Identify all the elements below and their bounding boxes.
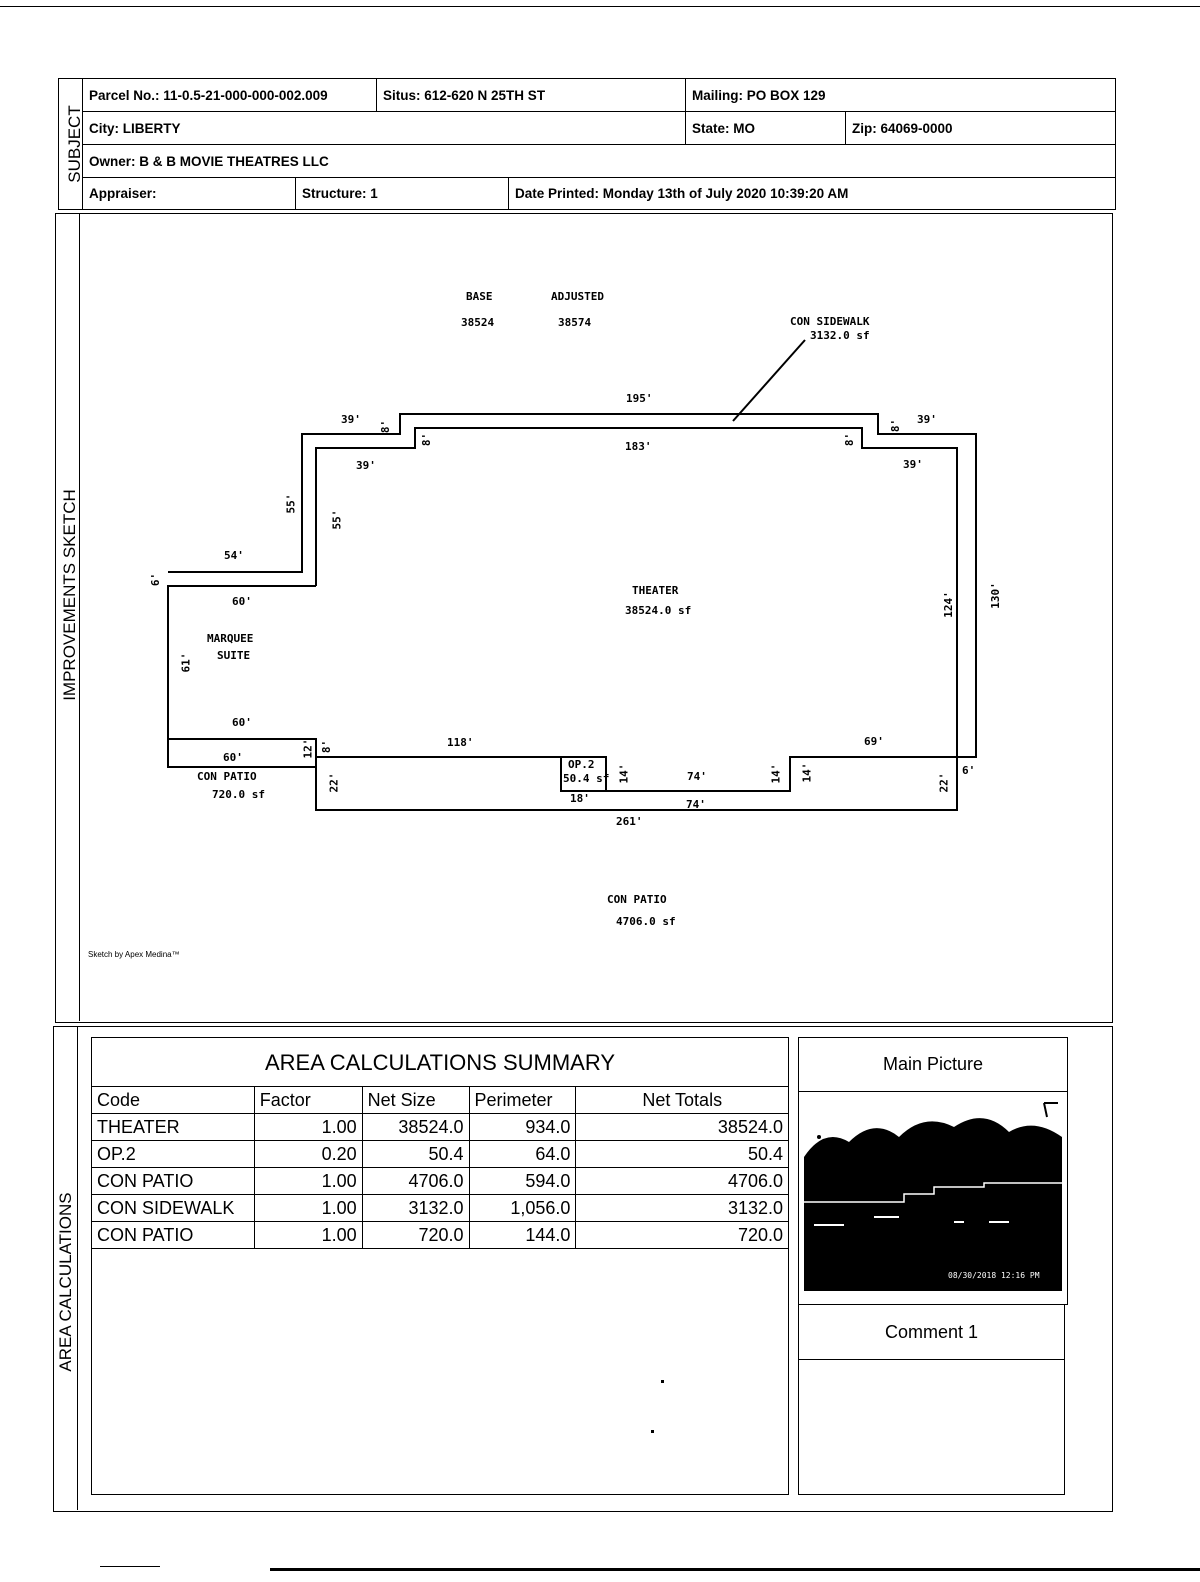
dim-54: 54' — [224, 549, 244, 562]
dim-39-inner-right: 39' — [903, 458, 923, 471]
dim-118: 118' — [447, 736, 474, 749]
dim-12: 12' — [301, 738, 315, 759]
sidewalk-name: CON SIDEWALK — [790, 315, 870, 328]
dim-8-d: 8' — [889, 418, 903, 433]
dim-69: 69' — [864, 735, 884, 748]
base-label: BASE — [466, 290, 493, 303]
cell-net-size: 720.0 — [362, 1222, 469, 1249]
scan-speck — [651, 1430, 654, 1433]
dim-124: 124' — [941, 591, 955, 618]
col-perimeter: Perimeter — [469, 1087, 576, 1114]
area-calc-table — [91, 1086, 789, 1249]
comment-header — [798, 1304, 1065, 1360]
dim-8-b: 8' — [420, 432, 434, 447]
situs-address: Situs: 612-620 N 25TH ST — [376, 78, 686, 112]
area-label: AREA CALCULATIONS — [56, 1192, 75, 1372]
date-printed: Date Printed: Monday 13th of July 2020 10:39:20 AM — [508, 177, 1116, 210]
dim-18: 18' — [570, 792, 590, 805]
comment-box[interactable] — [798, 1359, 1065, 1495]
cell-net-total: 720.0 — [576, 1222, 789, 1249]
cell-code: OP.2 — [92, 1141, 255, 1168]
dim-14-c: 14' — [800, 762, 814, 783]
cell-perimeter: 934.0 — [469, 1114, 576, 1141]
table-header-row — [92, 1087, 789, 1114]
base-value: 38524 — [461, 316, 495, 329]
appraiser: Appraiser: — [82, 177, 296, 210]
theater-outline — [168, 428, 957, 791]
cell-net-total: 3132.0 — [576, 1195, 789, 1222]
dim-195: 195' — [626, 392, 653, 405]
area-summary-title: AREA CALCULATIONS SUMMARY — [264, 1050, 616, 1075]
cell-code: THEATER — [92, 1114, 255, 1141]
cell-code: CON PATIO — [92, 1222, 255, 1249]
adjusted-value: 38574 — [558, 316, 592, 329]
theater-name: THEATER — [632, 584, 679, 597]
dim-261: 261' — [616, 815, 643, 828]
dim-130: 130' — [988, 582, 1002, 609]
dim-22-right: 22' — [937, 772, 951, 793]
dim-8-e: 8' — [320, 739, 334, 754]
owner: Owner: B & B MOVIE THEATRES LLC — [82, 144, 1116, 178]
col-factor: Factor — [254, 1087, 362, 1114]
table-row — [92, 1141, 789, 1168]
cell-factor: 1.00 — [254, 1168, 362, 1195]
cell-factor: 0.20 — [254, 1141, 362, 1168]
cell-net-total: 4706.0 — [576, 1168, 789, 1195]
small-patio-area: 720.0 sf — [212, 788, 265, 801]
cell-net-total: 50.4 — [576, 1141, 789, 1168]
cell-factor: 1.00 — [254, 1114, 362, 1141]
cell-perimeter: 64.0 — [469, 1141, 576, 1168]
cell-code: CON SIDEWALK — [92, 1195, 255, 1222]
col-code: Code — [92, 1087, 255, 1114]
bottom-rule-short — [100, 1566, 160, 1567]
adjusted-label: ADJUSTED — [551, 290, 604, 303]
col-net-size: Net Size — [362, 1087, 469, 1114]
cell-perimeter: 594.0 — [469, 1168, 576, 1195]
dim-39-top-right: 39' — [917, 413, 937, 426]
sketch-credit: Sketch by Apex Medina™ — [88, 950, 180, 959]
dim-14-b: 14' — [769, 763, 783, 784]
sidewalk-area: 3132.0 sf — [810, 329, 870, 342]
dim-74-inner: 74' — [687, 770, 707, 783]
dim-55-inner: 55' — [330, 509, 344, 530]
cell-code: CON PATIO — [92, 1168, 255, 1195]
cell-net-size: 4706.0 — [362, 1168, 469, 1195]
op2-name: OP.2 — [568, 758, 595, 771]
op2-area: 50.4 sf — [563, 772, 610, 785]
dim-8-c: 8' — [843, 432, 857, 447]
dim-6-right: 6' — [962, 764, 976, 777]
small-patio-name: CON PATIO — [197, 770, 257, 783]
dim-39-top-left: 39' — [341, 413, 361, 426]
large-patio-area: 4706.0 sf — [616, 915, 676, 928]
dim-39-inner-left: 39' — [356, 459, 376, 472]
theater-area: 38524.0 sf — [625, 604, 692, 617]
dim-183: 183' — [625, 440, 652, 453]
cell-net-size: 3132.0 — [362, 1195, 469, 1222]
dim-55-outer: 55' — [284, 493, 298, 514]
state: State: MO — [685, 111, 846, 145]
mailing-address: Mailing: PO BOX 129 — [685, 78, 1116, 112]
subject-label: SUBJECT — [65, 105, 84, 183]
col-net-totals: Net Totals — [576, 1087, 789, 1114]
dim-61: 61' — [179, 652, 193, 673]
cell-net-total: 38524.0 — [576, 1114, 789, 1141]
structure: Structure: 1 — [295, 177, 509, 210]
dim-6-left: 6' — [149, 572, 163, 587]
table-row — [92, 1114, 789, 1141]
large-patio-outline — [316, 757, 957, 810]
dim-22-left: 22' — [327, 772, 341, 793]
dim-60-mid: 60' — [232, 716, 252, 729]
main-picture-header — [798, 1037, 1068, 1092]
cell-net-size: 50.4 — [362, 1141, 469, 1168]
bottom-rule — [270, 1568, 1200, 1571]
city: City: LIBERTY — [82, 111, 686, 145]
dim-74-outer: 74' — [686, 798, 706, 811]
cell-factor: 1.00 — [254, 1222, 362, 1249]
comment-label: Comment 1 — [884, 1321, 979, 1342]
scan-speck — [661, 1380, 664, 1383]
table-row — [92, 1222, 789, 1249]
cell-net-size: 38524.0 — [362, 1114, 469, 1141]
marquee-label-1: MARQUEE — [207, 632, 254, 645]
sidewalk-leader — [733, 340, 805, 421]
sketch-label: IMPROVEMENTS SKETCH — [60, 489, 79, 701]
cell-perimeter: 1,056.0 — [469, 1195, 576, 1222]
large-patio-name: CON PATIO — [607, 893, 667, 906]
dim-60-top: 60' — [232, 595, 252, 608]
parcel-number: Parcel No.: 11-0.5-21-000-000-002.009 — [82, 78, 377, 112]
cell-perimeter: 144.0 — [469, 1222, 576, 1249]
cell-factor: 1.00 — [254, 1195, 362, 1222]
table-row — [92, 1195, 789, 1222]
dim-60-bottom: 60' — [223, 751, 243, 764]
table-row — [92, 1168, 789, 1195]
zip-code: Zip: 64069-0000 — [845, 111, 1116, 145]
main-picture[interactable] — [804, 1097, 1062, 1291]
marquee-label-2: SUITE — [217, 649, 251, 662]
main-picture-label: Main Picture — [882, 1054, 984, 1074]
dim-8-a: 8' — [379, 419, 393, 434]
photo-timestamp: 08/30/2018 12:16 PM — [948, 1271, 1040, 1280]
dim-14-op2: 14' — [617, 763, 631, 784]
